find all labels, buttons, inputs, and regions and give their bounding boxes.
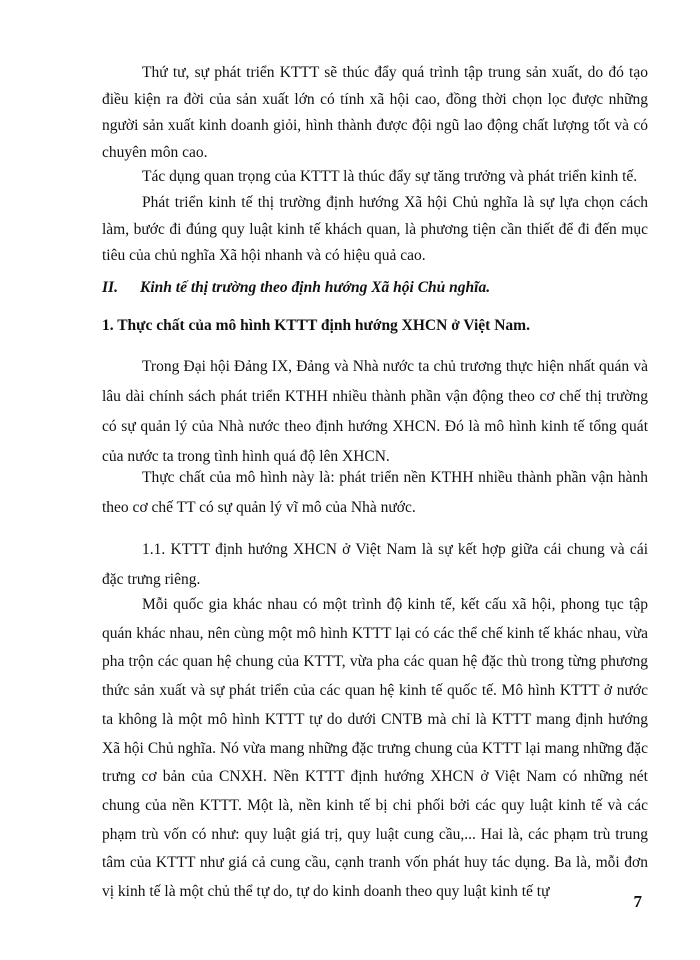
- page-number: 7: [633, 892, 642, 911]
- paragraph-key-effect: Tác dụng quan trọng của KTTT là thúc đẩy sự tăng trưởng và phát triển kinh tế.: [142, 168, 638, 185]
- paragraph-socialist-orientation: Phát triển kinh tế thị trường định hướng Xã hội Chủ nghĩa là sự lựa chọn cách làm, bước đi đúng quy luật kinh tế khách quan, là phương tiện cần thiết để đi đến mục tiêu của chủ nghĩa Xã hội nhanh và có hiệu quả cao.: [102, 194, 648, 264]
- section-heading: [102, 279, 490, 297]
- section-number: II.: [102, 279, 118, 296]
- subsection-heading: 1. Thực chất của mô hình KTTT định hướng XHCN ở Việt Nam.: [102, 317, 530, 334]
- section-title: Kinh tế thị trường theo định hướng Xã hội Chủ nghĩa.: [140, 279, 491, 296]
- paragraph-fourth-point: Thứ tư, sự phát triển KTTT sẽ thúc đẩy quá trình tập trung sản xuất, do đó tạo điều kiện ra đời của sản xuất lớn có tính xã hội cao, đồng thời chọn lọc được những người sản xuất kinh doanh giỏi, hình thành được đội ngũ lao động chất lượng tốt và có chuyên môn cao.: [102, 64, 648, 161]
- paragraph-each-country: Mỗi quốc gia khác nhau có một trình độ kinh tế, kết cấu xã hội, phong tục tập quán khác nhau, nên cùng một mô hình KTTT lại có các thể chế kinh tế khác nhau, vừa pha trộn các quan hệ chung của KTTT, vừa pha các quan hệ đặc thù trong từng phương thức sản xuất và sự phát triển của các quan hệ kinh tế quốc tế. Mô hình KTTT ở nước ta không là một mô hình KTTT tự do dưới CNTB mà chỉ là KTTT mang định hướng Xã hội Chủ nghĩa. Nó vừa mang những đặc trưng chung của KTTT lại mang những đặc trưng cơ bản của CNXH. Nền KTTT định hướng XHCN ở Việt Nam có những nét chung của nền KTTT. Một là, nền kinh tế bị chi phối bởi các quy luật kinh tế và các phạm trù vốn có như: quy luật giá trị, quy luật cung cầu,... Hai là, các phạm trù trung tâm của KTTT như giá cả cung cầu, cạnh tranh vốn phát huy tác dụng. Ba là, mỗi đơn vị kinh tế là một chủ thể tự do, tự do kinh doanh theo quy luật kinh tế tự: [102, 596, 648, 901]
- paragraph-point-1-1: 1.1. KTTT định hướng XHCN ở Việt Nam là sự kết hợp giữa cái chung và cái đặc trưng riêng.: [102, 541, 648, 588]
- paragraph-party-congress: Trong Đại hội Đảng IX, Đảng và Nhà nước ta chủ trương thực hiện nhất quán và lâu dài chính sách phát triển KTHH nhiều thành phần vận động theo cơ chế thị trường có sự quản lý của Nhà nước theo định hướng XHCN. Đó là mô hình kinh tế tổng quát của nước ta trong tình hình quá độ lên XHCN.: [102, 358, 648, 465]
- paragraph-model-essence: Thực chất của mô hình này là: phát triển nền KTHH nhiều thành phần vận hành theo cơ chế TT có sự quản lý vĩ mô của Nhà nước.: [102, 469, 648, 516]
